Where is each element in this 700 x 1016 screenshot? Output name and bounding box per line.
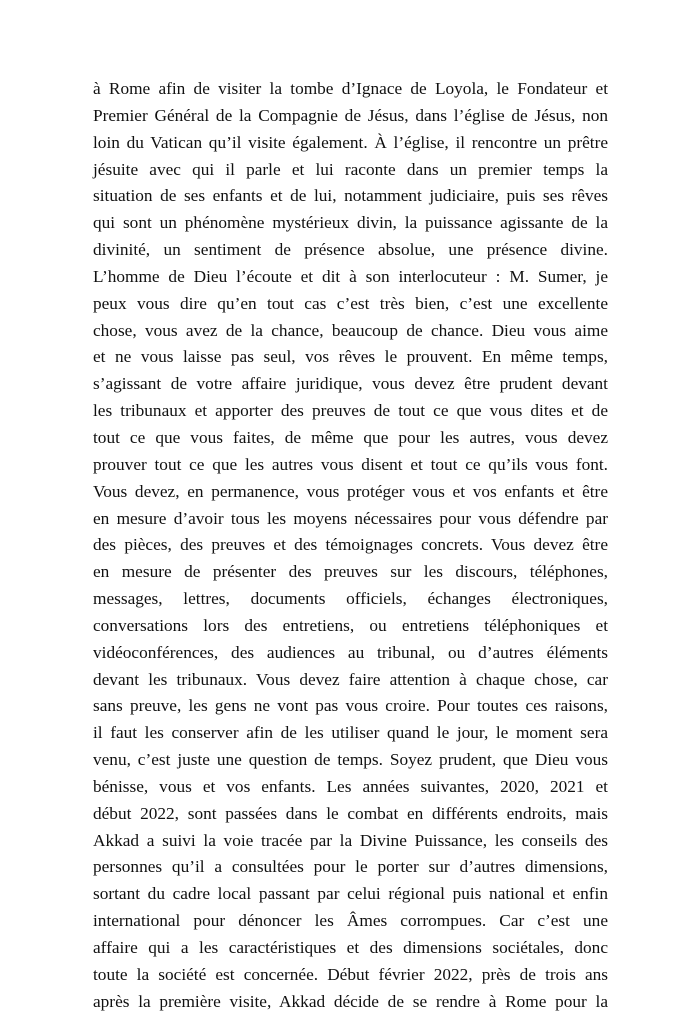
text-line: à Rome afin de visiter la tombe d’Ignace de Loyola, le Fondateur et (93, 79, 608, 98)
text-line: affaire qui a les caractéristiques et des dimensions sociétales, donc (93, 938, 608, 957)
body-paragraph (93, 76, 608, 1016)
text-line: Akkad a suivi la voie tracée par la Divine Puissance, les conseils des (93, 830, 608, 850)
text-line: Vous devez, en permanence, vous protéger vous et vos enfants et être (93, 481, 608, 501)
text-line: sortant du cadre local passant par celui régional puis national et enfin (93, 884, 608, 904)
text-line: international pour dénoncer les Âmes corrompues. Car c’est une (93, 911, 608, 931)
text-line: chose, vous avez de la chance, beaucoup de chance. Dieu vous aime (93, 320, 608, 340)
text-line: messages, lettres, documents officiels, échanges électroniques, (93, 589, 608, 609)
text-line: en mesure d’avoir tous les moyens nécessaires pour vous défendre par (93, 508, 608, 528)
text-line: divinité, un sentiment de présence absolue, une présence divine. (93, 240, 608, 260)
text-line: après la première visite, Akkad décide de se rendre à Rome pour la (93, 991, 608, 1011)
text-line: bénisse, vous et vos enfants. Les années suivantes, 2020, 2021 et (93, 776, 608, 796)
text-line: et ne vous laisse pas seul, vos rêves le prouvent. En même temps, (93, 347, 608, 367)
text-line: qui sont un phénomène mystérieux divin, la puissance agissante de la (93, 213, 608, 233)
text-line: venu, c’est juste une question de temps. Soyez prudent, que Dieu vous (93, 750, 608, 770)
text-line: sans preuve, les gens ne vont pas vous croire. Pour toutes ces raisons, (93, 696, 608, 716)
text-line: vidéoconférences, des audiences au tribunal, ou d’autres éléments (93, 642, 608, 662)
text-line: il faut les conserver afin de les utiliser quand le jour, le moment sera (93, 723, 608, 743)
text-line: s’agissant de votre affaire juridique, vous devez être prudent devant (93, 374, 608, 394)
text-line: les tribunaux et apporter des preuves de tout ce que vous dites et de (93, 401, 608, 421)
text-line: jésuite avec qui il parle et lui raconte dans un premier temps la (93, 159, 608, 179)
text-line: tout ce que vous faites, de même que pour les autres, vous devez (93, 427, 608, 447)
text-line: personnes qu’il a consultées pour le porter sur d’autres dimensions, (93, 857, 608, 877)
text-line: début 2022, sont passées dans le combat en différents endroits, mais (93, 803, 608, 823)
text-line: toute la société est concernée. Début février 2022, près de trois ans (93, 964, 608, 984)
text-line: des pièces, des preuves et des témoignages concrets. Vous devez être (93, 535, 608, 555)
text-line: Premier Général de la Compagnie de Jésus, dans l’église de Jésus, non (93, 105, 608, 125)
text-line: devant les tribunaux. Vous devez faire attention à chaque chose, car (93, 669, 608, 689)
text-line: en mesure de présenter des preuves sur les discours, téléphones, (93, 562, 608, 582)
text-line: peux vous dire qu’en tout cas c’est très bien, c’est une excellente (93, 293, 608, 313)
text-line: L’homme de Dieu l’écoute et dit à son interlocuteur : M. Sumer, je (93, 266, 608, 286)
text-line: loin du Vatican qu’il visite également. À l’église, il rencontre un prêtre (93, 132, 608, 152)
text-line: situation de ses enfants et de lui, notamment judiciaire, puis ses rêves (93, 186, 608, 206)
text-line: prouver tout ce que les autres vous disent et tout ce qu’ils vous font. (93, 454, 608, 474)
text-line: conversations lors des entretiens, ou entretiens téléphoniques et (93, 615, 608, 635)
